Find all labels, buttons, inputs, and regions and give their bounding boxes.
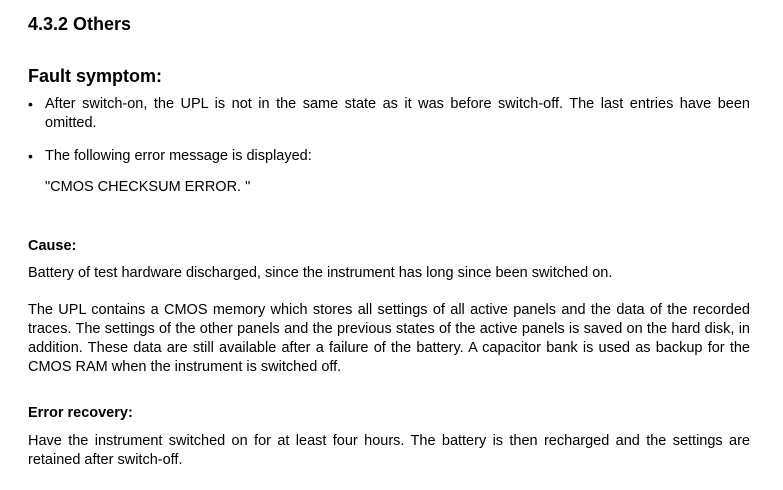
bullet-icon: • bbox=[28, 96, 33, 112]
error-message-text: "CMOS CHECKSUM ERROR. " bbox=[45, 179, 251, 195]
section-title: 4.3.2 Others bbox=[28, 14, 132, 34]
list-item-text: After switch-on, the UPL is not in the same state as it was before switch-off. The last entries have been omitted. bbox=[45, 96, 750, 131]
fault-symptom-heading: Fault symptom: bbox=[28, 66, 163, 86]
bullet-icon: • bbox=[28, 148, 33, 164]
list-item bbox=[28, 95, 750, 133]
list-item-text: The following error message is displayed: bbox=[45, 148, 312, 164]
cmos-memory-paragraph: The UPL contains a CMOS memory which stores all settings of all active panels and the data of the recorded traces. The settings of the other panels and the previous states of the active panels is saved on the hard disk, in addition. These data are still available after a failure of the battery. A capacitor bank is used as backup for the CMOS RAM when the instrument is switched off. bbox=[28, 302, 750, 375]
error-recovery-heading: Error recovery: bbox=[28, 405, 133, 421]
error-recovery-paragraph: Have the instrument switched on for at least four hours. The battery is then recharged and the settings are retained after switch-off. bbox=[28, 433, 750, 468]
list-item bbox=[28, 147, 750, 197]
cause-heading: Cause: bbox=[28, 238, 77, 254]
cause-paragraph: Battery of test hardware discharged, since the instrument has long since been switched on. bbox=[28, 265, 613, 281]
fault-symptom-list bbox=[28, 95, 750, 197]
